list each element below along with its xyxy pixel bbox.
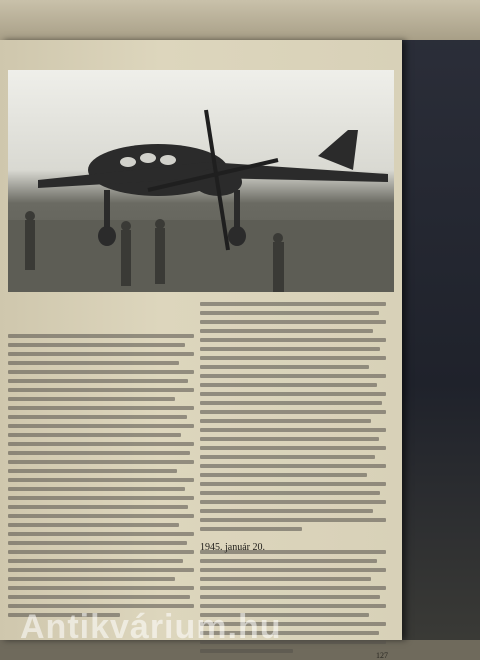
body-text-left-column	[8, 334, 194, 654]
watermark: Antikvárium.hu	[20, 608, 282, 646]
book-page	[0, 40, 402, 660]
section-heading: 1945. január 20.	[200, 542, 265, 553]
next-page-edge	[0, 0, 480, 40]
page-number: 127	[376, 651, 388, 660]
aircraft-photo	[8, 70, 394, 292]
body-text-right-column	[200, 302, 386, 654]
